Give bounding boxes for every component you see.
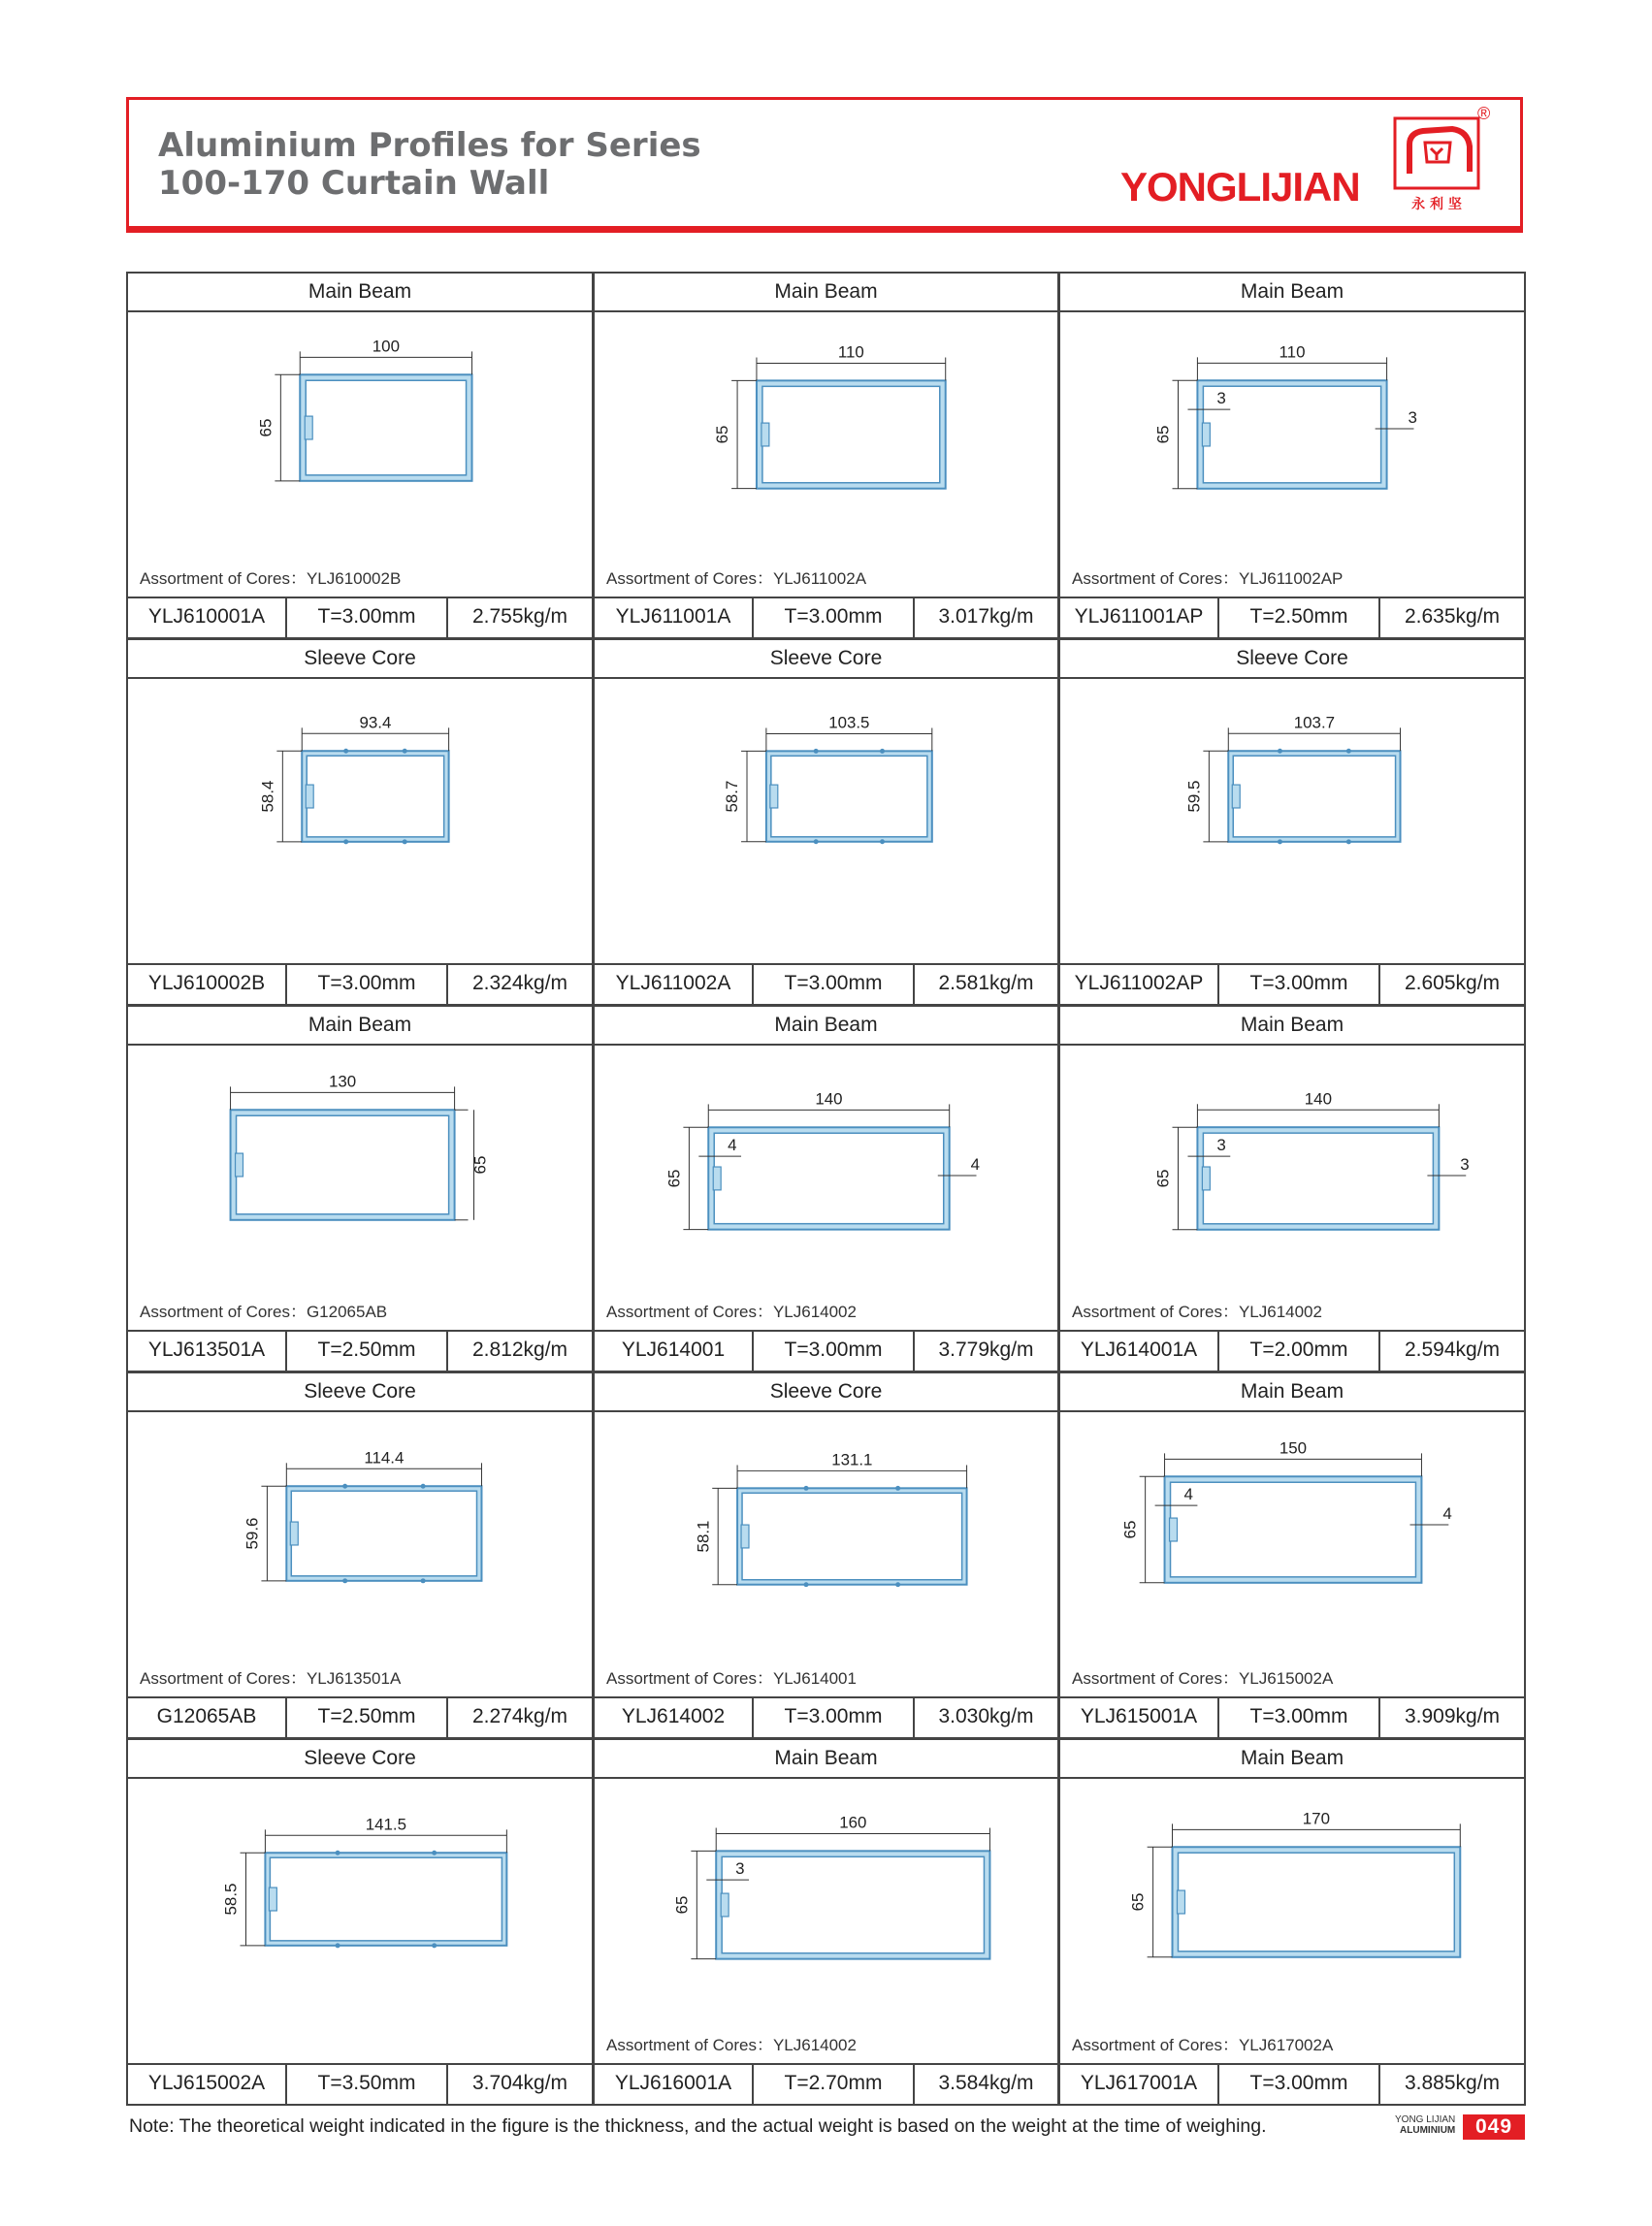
title-line-2: 100-170 Curtain Wall — [158, 164, 550, 203]
profile-hollow — [270, 1857, 502, 1941]
assortment-of-cores: Assortment of Cores：YLJ614002 — [606, 2036, 857, 2054]
wall-thickness-label: 3 — [735, 1859, 745, 1879]
spec-row — [1060, 1330, 1524, 1371]
wall-thickness: T=2.50mm — [1219, 598, 1380, 637]
height-dimension-label: 58.4 — [258, 780, 277, 813]
profile-code: YLJ615001A — [1060, 1698, 1219, 1737]
wall-thickness-label: 3 — [1216, 389, 1226, 408]
profile-notch — [403, 749, 407, 754]
width-dimension-label: 140 — [1304, 1089, 1332, 1109]
profile-cross-section-svg — [128, 312, 592, 565]
profile-notch — [895, 1486, 900, 1491]
profile-table — [126, 272, 1525, 2105]
width-dimension-label: 103.7 — [1293, 713, 1336, 732]
profile-cell — [126, 272, 594, 639]
profile-notch — [1346, 839, 1351, 844]
wall-thickness: T=3.50mm — [287, 2065, 448, 2104]
cell-title: Main Beam — [1060, 1373, 1524, 1412]
profile-code: YLJ610001A — [128, 598, 287, 637]
profile-cross-section-svg — [1060, 1412, 1524, 1664]
assortment-of-cores: Assortment of Cores：G12065AB — [140, 1303, 388, 1321]
profile-drawing — [595, 312, 1057, 565]
profile-hollow — [1178, 1853, 1454, 1952]
spec-row — [128, 1696, 592, 1737]
profile-code: YLJ611002AP — [1060, 965, 1219, 1004]
profile-cell — [126, 1005, 594, 1372]
profile-notch — [421, 1484, 426, 1489]
width-dimension-label: 110 — [1279, 342, 1306, 362]
profile-drawing — [128, 312, 592, 565]
height-dimension-label: 58.7 — [723, 780, 742, 813]
unit-weight: 2.635kg/m — [1404, 605, 1501, 628]
assortment-of-cores: Assortment of Cores：YLJ614002 — [1072, 1303, 1322, 1321]
profile-drawing — [1060, 312, 1524, 565]
spec-row — [128, 963, 592, 1004]
assortment-of-cores: Assortment of Cores：YLJ615002A — [1072, 1669, 1334, 1688]
wall-thickness: T=3.00mm — [1219, 1698, 1380, 1737]
profile-drawing — [128, 1412, 592, 1664]
profile-notch — [421, 1578, 426, 1583]
profile-notch — [804, 1486, 809, 1491]
profile-clip-feature — [713, 1167, 721, 1190]
height-dimension-label: 65 — [256, 418, 275, 437]
spec-row — [1060, 963, 1524, 1004]
profile-drawing — [595, 1046, 1057, 1298]
height-dimension-label: 65 — [672, 1895, 692, 1915]
width-dimension-label: 170 — [1302, 1809, 1331, 1828]
profile-hollow — [1203, 386, 1380, 483]
profile-cell — [593, 638, 1059, 1006]
unit-weight: 2.581kg/m — [938, 972, 1034, 994]
wall-thickness: T=2.50mm — [287, 1332, 448, 1371]
profile-cross-section-svg — [595, 1412, 1057, 1664]
profile-drawing — [595, 1779, 1057, 2031]
cell-title: Main Beam — [595, 1740, 1057, 1779]
profile-hollow — [291, 1491, 476, 1576]
profile-drawing — [1060, 1779, 1524, 2031]
cell-title: Sleeve Core — [128, 1373, 592, 1412]
profile-notch — [804, 1582, 809, 1587]
height-dimension-label: 65 — [470, 1155, 490, 1175]
profile-code: YLJ613501A — [128, 1332, 287, 1371]
cell-title: Sleeve Core — [595, 1373, 1057, 1412]
profile-clip-feature — [1177, 1890, 1184, 1914]
profile-cross-section-svg — [595, 679, 1057, 931]
width-dimension-label: 93.4 — [359, 713, 392, 732]
wall-thickness: T=3.00mm — [754, 598, 915, 637]
profile-code: YLJ611002A — [595, 965, 754, 1004]
profile-drawing — [1060, 1412, 1524, 1664]
footer-note: Note: The theoretical weight indicated in the figure is the thickness, and the actual weight is based on the weight at the time of weighing. — [129, 2115, 1267, 2137]
profile-clip-feature — [770, 785, 778, 808]
profile-drawing — [128, 1779, 592, 2031]
profile-cross-section-svg — [128, 1412, 592, 1664]
profile-code: YLJ611001A — [595, 598, 754, 637]
height-dimension-label: 65 — [1128, 1892, 1148, 1912]
width-dimension-label: 103.5 — [828, 713, 870, 732]
profile-clip-feature — [1202, 423, 1210, 446]
profile-hollow — [1233, 756, 1395, 837]
profile-cross-section-svg — [595, 312, 1057, 565]
profile-notch — [342, 1484, 347, 1489]
profile-clip-feature — [1232, 785, 1240, 808]
profile-notch — [343, 749, 348, 754]
unit-weight: 2.594kg/m — [1404, 1339, 1501, 1361]
profile-code: YLJ617001A — [1060, 2065, 1219, 2104]
profile-hollow — [237, 1115, 449, 1214]
profile-drawing — [595, 679, 1057, 931]
assortment-of-cores: Assortment of Cores：YLJ617002A — [1072, 2036, 1334, 2054]
profile-notch — [432, 1943, 437, 1948]
profile-hollow — [722, 1856, 984, 1952]
profile-code: YLJ610002B — [128, 965, 287, 1004]
wall-thickness-label: 3 — [1408, 408, 1417, 428]
spec-row — [128, 2063, 592, 2104]
height-dimension-label: 65 — [713, 425, 732, 444]
wall-thickness-label: 4 — [1183, 1485, 1193, 1504]
footer-brand-line-1: YONG LIJIAN — [1395, 2114, 1456, 2125]
cell-title: Main Beam — [1060, 274, 1524, 312]
spec-row — [595, 1696, 1057, 1737]
profile-notch — [336, 1851, 340, 1855]
width-dimension-label: 131.1 — [831, 1450, 873, 1469]
unit-weight: 3.017kg/m — [938, 605, 1034, 628]
height-dimension-label: 65 — [1120, 1520, 1140, 1539]
profile-hollow — [307, 756, 443, 837]
width-dimension-label: 140 — [815, 1089, 843, 1109]
profile-code: YLJ616001A — [595, 2065, 754, 2104]
profile-cell — [126, 1371, 594, 1739]
profile-cell — [593, 272, 1059, 639]
brand-logo-icon — [1392, 115, 1481, 212]
wall-thickness-label: 3 — [1216, 1136, 1226, 1155]
width-dimension-label: 141.5 — [365, 1815, 407, 1834]
profile-notch — [432, 1851, 437, 1855]
profile-cross-section-svg — [128, 1046, 592, 1298]
unit-weight: 3.779kg/m — [938, 1339, 1034, 1361]
cell-title: Sleeve Core — [128, 640, 592, 679]
profile-hollow — [714, 1133, 944, 1223]
unit-weight: 3.885kg/m — [1404, 2072, 1501, 2094]
profile-cross-section-svg — [1060, 1046, 1524, 1298]
profile-notch — [880, 749, 885, 754]
wall-thickness: T=3.00mm — [754, 1698, 915, 1737]
profile-cell — [1058, 1738, 1526, 2106]
profile-drawing — [128, 679, 592, 931]
profile-clip-feature — [306, 785, 313, 808]
brand-name: YONGLIJIAN — [1120, 164, 1360, 210]
profile-drawing — [128, 1046, 592, 1298]
wall-thickness-label: 4 — [728, 1136, 737, 1155]
height-dimension-label: 59.6 — [243, 1517, 262, 1550]
profile-clip-feature — [1170, 1518, 1178, 1541]
profile-cell — [1058, 272, 1526, 639]
width-dimension-label: 110 — [837, 342, 864, 362]
width-dimension-label: 130 — [328, 1072, 357, 1091]
cell-title: Main Beam — [128, 274, 592, 312]
wall-thickness: T=2.00mm — [1219, 1332, 1380, 1371]
profile-code: YLJ614002 — [595, 1698, 754, 1737]
registered-mark: ® — [1477, 104, 1491, 123]
wall-thickness: T=3.00mm — [754, 965, 915, 1004]
profile-cell — [1058, 1371, 1526, 1739]
unit-weight: 3.584kg/m — [938, 2072, 1034, 2094]
profile-drawing — [1060, 679, 1524, 931]
unit-weight: 2.812kg/m — [471, 1339, 568, 1361]
profile-code: YLJ614001 — [595, 1332, 754, 1371]
profile-code: YLJ611001AP — [1060, 598, 1219, 637]
cell-title: Sleeve Core — [128, 1740, 592, 1779]
assortment-of-cores: Assortment of Cores：YLJ614002 — [606, 1303, 857, 1321]
profile-code: YLJ614001A — [1060, 1332, 1219, 1371]
profile-clip-feature — [269, 1887, 276, 1911]
page-header — [126, 97, 1523, 233]
unit-weight: 3.704kg/m — [471, 2072, 568, 2094]
assortment-of-cores: Assortment of Cores：YLJ613501A — [140, 1669, 402, 1688]
profile-clip-feature — [761, 423, 769, 446]
profile-notch — [814, 839, 819, 844]
title-line-1: Aluminium Profiles for Series — [158, 126, 701, 165]
wall-thickness: T=3.00mm — [754, 1332, 915, 1371]
unit-weight: 2.324kg/m — [471, 972, 568, 994]
wall-thickness-label: 4 — [1442, 1504, 1452, 1524]
wall-thickness: T=2.70mm — [754, 2065, 915, 2104]
profile-cross-section-svg — [128, 679, 592, 931]
wall-thickness: T=3.00mm — [287, 965, 448, 1004]
profile-clip-feature — [290, 1522, 298, 1545]
height-dimension-label: 65 — [1153, 1169, 1173, 1188]
profile-clip-feature — [236, 1153, 243, 1177]
footer-brand — [1395, 2114, 1455, 2136]
profile-notch — [814, 749, 819, 754]
profile-notch — [895, 1582, 900, 1587]
profile-clip-feature — [741, 1525, 749, 1548]
cell-title: Sleeve Core — [1060, 640, 1524, 679]
profile-notch — [880, 839, 885, 844]
wall-thickness: T=3.00mm — [287, 598, 448, 637]
wall-thickness: T=3.00mm — [1219, 2065, 1380, 2104]
spec-row — [595, 1330, 1057, 1371]
profile-cross-section-svg — [595, 1779, 1057, 2031]
spec-row — [1060, 1696, 1524, 1737]
profile-hollow — [771, 756, 927, 836]
height-dimension-label: 65 — [1153, 425, 1173, 444]
profile-cross-section-svg — [1060, 1779, 1524, 2031]
profile-hollow — [1171, 1482, 1416, 1577]
assortment-of-cores: Assortment of Cores：YLJ611002AP — [1072, 569, 1344, 588]
width-dimension-label: 100 — [372, 337, 400, 356]
height-dimension-label: 65 — [664, 1169, 684, 1188]
profile-cell — [1058, 1005, 1526, 1372]
profile-cross-section-svg — [128, 1779, 592, 2031]
profile-notch — [403, 839, 407, 844]
profile-clip-feature — [721, 1893, 729, 1917]
unit-weight: 3.909kg/m — [1404, 1705, 1501, 1727]
assortment-of-cores: Assortment of Cores：YLJ610002B — [140, 569, 402, 588]
cell-title: Main Beam — [128, 1007, 592, 1046]
profile-cross-section-svg — [1060, 312, 1524, 565]
assortment-of-cores: Assortment of Cores：YLJ614001 — [606, 1669, 857, 1688]
profile-notch — [342, 1578, 347, 1583]
cell-title: Main Beam — [1060, 1007, 1524, 1046]
profile-code: YLJ615002A — [128, 2065, 287, 2104]
page-title — [158, 127, 701, 203]
logo-chars: 永 利 坚 — [1411, 197, 1462, 212]
profile-notch — [1278, 749, 1282, 754]
profile-clip-feature — [305, 416, 312, 439]
profile-cross-section-svg — [595, 1046, 1057, 1298]
profile-cross-section-svg — [1060, 679, 1524, 931]
profile-clip-feature — [1202, 1167, 1210, 1190]
profile-cell — [126, 1738, 594, 2106]
spec-row — [595, 2063, 1057, 2104]
unit-weight: 2.755kg/m — [471, 605, 568, 628]
cell-title: Sleeve Core — [595, 640, 1057, 679]
height-dimension-label: 58.5 — [221, 1883, 241, 1916]
spec-row — [128, 1330, 592, 1371]
wall-thickness: T=2.50mm — [287, 1698, 448, 1737]
wall-thickness: T=3.00mm — [1219, 965, 1380, 1004]
cell-title: Main Beam — [595, 1007, 1057, 1046]
profile-hollow — [762, 386, 940, 482]
profile-notch — [1346, 749, 1351, 754]
profile-cell — [126, 638, 594, 1006]
cell-title: Main Beam — [595, 274, 1057, 312]
footer-brand-line-2: ALUMINIUM — [1400, 2125, 1456, 2136]
profile-cell — [593, 1738, 1059, 2106]
unit-weight: 2.605kg/m — [1404, 972, 1501, 994]
profile-drawing — [595, 1412, 1057, 1664]
unit-weight: 3.030kg/m — [938, 1705, 1034, 1727]
profile-drawing — [1060, 1046, 1524, 1298]
profile-notch — [336, 1943, 340, 1948]
profile-hollow — [742, 1493, 962, 1579]
wall-thickness-label: 3 — [1460, 1155, 1470, 1175]
spec-row — [1060, 2063, 1524, 2104]
spec-row — [595, 963, 1057, 1004]
cell-title: Main Beam — [1060, 1740, 1524, 1779]
width-dimension-label: 160 — [839, 1813, 867, 1832]
profile-code: G12065AB — [128, 1698, 287, 1737]
spec-row — [128, 597, 592, 637]
profile-notch — [343, 839, 348, 844]
spec-row — [1060, 597, 1524, 637]
unit-weight: 2.274kg/m — [471, 1705, 568, 1727]
height-dimension-label: 59.5 — [1184, 780, 1204, 813]
width-dimension-label: 150 — [1279, 1438, 1308, 1458]
page-number: 049 — [1463, 2114, 1525, 2140]
profile-cell — [593, 1005, 1059, 1372]
profile-notch — [1278, 839, 1282, 844]
profile-cell — [593, 1371, 1059, 1739]
wall-thickness-label: 4 — [970, 1155, 980, 1175]
height-dimension-label: 58.1 — [694, 1520, 713, 1553]
profile-cell — [1058, 638, 1526, 1006]
profile-hollow — [1203, 1133, 1433, 1224]
width-dimension-label: 114.4 — [364, 1448, 405, 1468]
spec-row — [595, 597, 1057, 637]
profile-hollow — [306, 380, 466, 475]
assortment-of-cores: Assortment of Cores：YLJ611002A — [606, 569, 867, 588]
